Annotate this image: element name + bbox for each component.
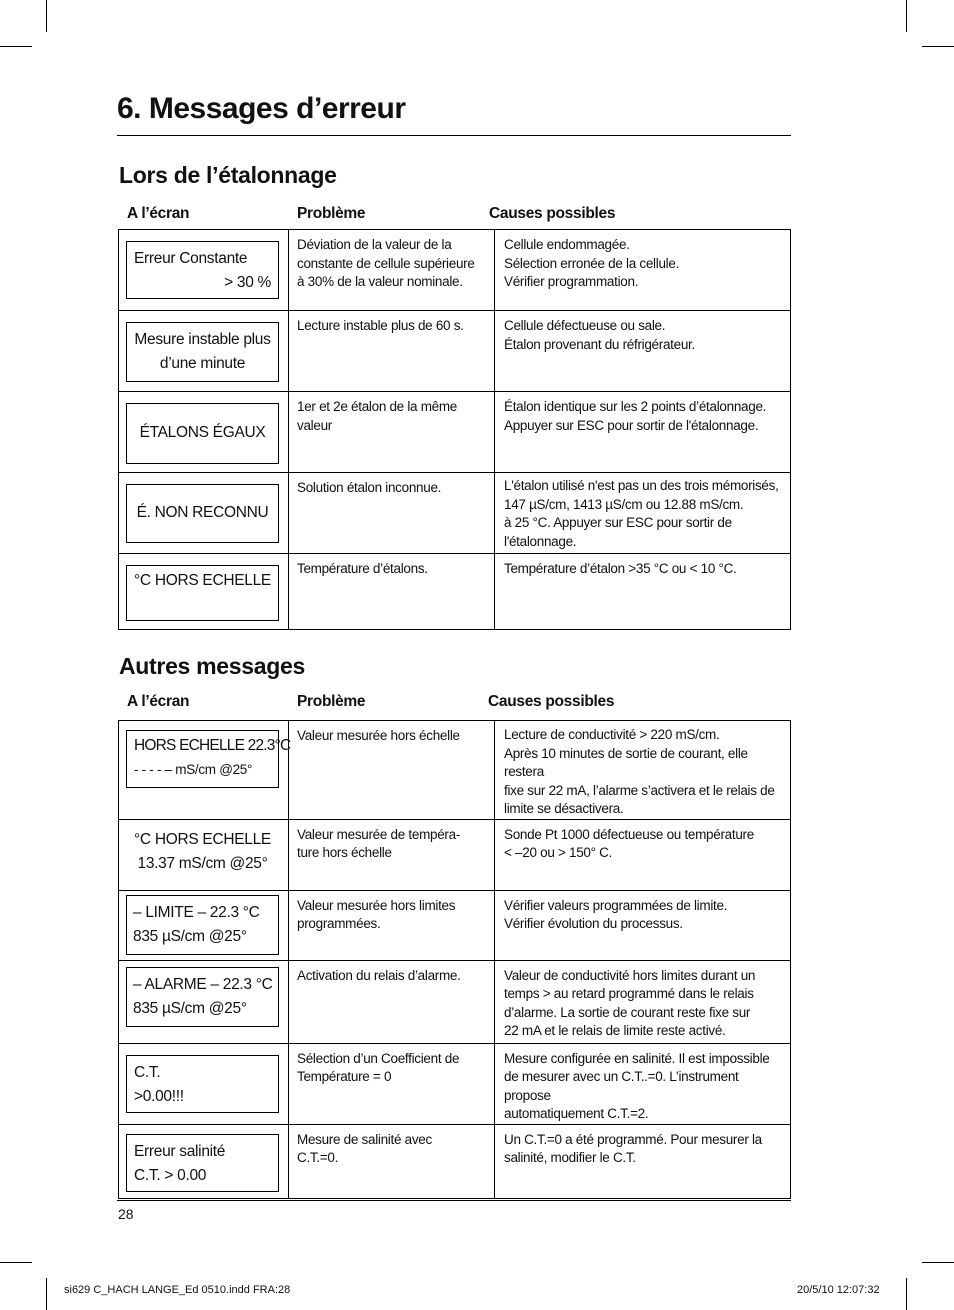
problem-line: Sélection d’un Coefficient de bbox=[297, 1050, 460, 1066]
page-number: 28 bbox=[118, 1206, 134, 1222]
cause-line: fixe sur 22 mA, l’alarme s’activera et le relais de bbox=[504, 782, 775, 798]
footer-divider bbox=[117, 1200, 791, 1201]
causes-cell bbox=[495, 230, 791, 311]
cause-line: Appuyer sur ESC pour sortir de l'étalonnage. bbox=[504, 417, 759, 433]
causes-cell bbox=[495, 311, 791, 392]
cause-line: Vérifier programmation. bbox=[504, 274, 639, 289]
lcd-display bbox=[126, 1055, 279, 1113]
cause-line: Étalon identique sur les 2 points d’étalonnage. bbox=[504, 399, 767, 414]
cause-line: L'étalon utilisé n'est pas un des trois mémorisés, bbox=[504, 478, 779, 493]
lcd-display bbox=[126, 565, 279, 621]
screen-cell bbox=[119, 819, 289, 890]
lcd-line: ÉTALONS ÉGAUX bbox=[139, 424, 266, 441]
problem-line: Mesure de salinité avec bbox=[297, 1131, 432, 1147]
problem-line: ture hors échelle bbox=[297, 845, 392, 860]
lcd-display bbox=[126, 1134, 279, 1192]
problem-cell bbox=[289, 1043, 495, 1124]
cause-line: Après 10 minutes de sortie de courant, elle restera bbox=[504, 745, 748, 779]
lcd-line: 13.37 mS/cm @25° bbox=[137, 854, 268, 872]
problem-line: Température d’étalons. bbox=[297, 561, 428, 576]
screen-cell bbox=[119, 473, 289, 554]
lcd-display bbox=[126, 484, 279, 543]
table-row bbox=[119, 819, 791, 890]
causes-cell bbox=[495, 392, 791, 473]
calibration-error-table bbox=[118, 229, 791, 630]
problem-cell bbox=[289, 819, 495, 890]
crop-mark bbox=[0, 46, 32, 47]
lcd-display bbox=[126, 403, 279, 464]
crop-mark bbox=[906, 0, 907, 32]
cause-line: Valeur de conductivité hors limites durant un bbox=[504, 967, 756, 983]
cause-line: l'étalonnage. bbox=[504, 533, 577, 549]
problem-cell bbox=[289, 392, 495, 473]
problem-line: Déviation de la valeur de la bbox=[297, 237, 452, 252]
header-problem: Problème bbox=[297, 205, 366, 222]
table-row bbox=[119, 960, 791, 1043]
lcd-line: – ALARME – 22.3 °C bbox=[133, 975, 273, 993]
cause-line: salinité, modifier le C.T. bbox=[504, 1150, 636, 1165]
cause-line: Mesure configurée en salinité. Il est impossible bbox=[504, 1050, 770, 1066]
lcd-line: >0.00!!! bbox=[134, 1087, 184, 1105]
lcd-line: Erreur Constante bbox=[134, 250, 248, 267]
lcd-line: > 30 % bbox=[224, 274, 271, 291]
lcd-display bbox=[126, 967, 279, 1027]
problem-line: Valeur mesurée de tempéra- bbox=[297, 826, 461, 842]
lcd-line: °C HORS ECHELLE bbox=[134, 830, 271, 848]
problem-line: Valeur mesurée hors limites bbox=[297, 897, 456, 913]
problem-line: à 30% de la valeur nominale. bbox=[297, 274, 463, 289]
problem-cell bbox=[289, 960, 495, 1043]
cause-line: 22 mA et le relais de limite reste activé. bbox=[504, 1023, 726, 1038]
screen-cell bbox=[119, 960, 289, 1043]
screen-cell bbox=[119, 890, 289, 960]
causes-cell bbox=[495, 473, 791, 554]
header-screen: A l’écran bbox=[127, 693, 190, 710]
screen-cell bbox=[119, 1043, 289, 1124]
problem-line: Température = 0 bbox=[297, 1069, 392, 1084]
causes-cell bbox=[495, 1124, 791, 1198]
other-messages-table bbox=[118, 720, 791, 1199]
problem-line: valeur bbox=[297, 417, 332, 433]
lcd-line: 835 µS/cm @25° bbox=[133, 927, 247, 945]
cause-line: Lecture de conductivité > 220 mS/cm. bbox=[504, 727, 720, 742]
causes-cell bbox=[495, 819, 791, 890]
problem-cell bbox=[289, 473, 495, 554]
lcd-line: – LIMITE – 22.3 °C bbox=[133, 903, 260, 921]
problem-cell bbox=[289, 230, 495, 311]
lcd-display bbox=[126, 823, 279, 883]
problem-cell bbox=[289, 1124, 495, 1198]
lcd-line: °C HORS ECHELLE bbox=[134, 572, 271, 589]
cause-line: automatiquement C.T.=2. bbox=[504, 1106, 649, 1121]
screen-cell bbox=[119, 554, 289, 630]
crop-mark bbox=[922, 46, 954, 47]
causes-cell bbox=[495, 890, 791, 960]
cause-line: 147 µS/cm, 1413 µS/cm ou 12.88 mS/cm. bbox=[504, 496, 744, 512]
cause-line: Vérifier évolution du processus. bbox=[504, 916, 683, 931]
table-row bbox=[119, 230, 791, 311]
problem-cell bbox=[289, 311, 495, 392]
cause-line: Vérifier valeurs programmées de limite. bbox=[504, 897, 728, 913]
cause-line: Sélection erronée de la cellule. bbox=[504, 255, 680, 271]
table-row bbox=[119, 890, 791, 960]
table-row bbox=[119, 554, 791, 630]
table-row bbox=[119, 1043, 791, 1124]
causes-cell bbox=[495, 721, 791, 820]
lcd-line: d’une minute bbox=[159, 355, 246, 372]
header-screen: A l’écran bbox=[127, 205, 190, 222]
crop-mark bbox=[906, 1278, 907, 1310]
cause-line: Température d’étalon >35 °C ou < 10 °C. bbox=[504, 561, 737, 576]
problem-cell bbox=[289, 890, 495, 960]
cause-line: Un C.T.=0 a été programmé. Pour mesurer la bbox=[504, 1131, 762, 1147]
problem-line: constante de cellule supérieure bbox=[297, 255, 475, 271]
lcd-display bbox=[126, 895, 279, 955]
problem-line: C.T.=0. bbox=[297, 1150, 339, 1165]
lcd-line: 835 µS/cm @25° bbox=[133, 999, 247, 1017]
crop-mark bbox=[922, 1262, 954, 1263]
problem-line: programmées. bbox=[297, 916, 381, 931]
section-title-calibration: Lors de l’étalonnage bbox=[119, 162, 337, 188]
problem-line: Activation du relais d’alarme. bbox=[297, 967, 461, 983]
page-title: 6. Messages d’erreur bbox=[117, 92, 406, 125]
cause-line: < –20 ou > 150° C. bbox=[504, 845, 613, 860]
lcd-display bbox=[126, 730, 291, 788]
lcd-line: HORS ECHELLE 22.3°C bbox=[134, 737, 291, 754]
cause-line: limite se désactivera. bbox=[504, 801, 624, 816]
table-row bbox=[119, 1124, 791, 1198]
print-slug-file: si629 C_HACH LANGE_Ed 0510.indd FRA:28 bbox=[64, 1284, 291, 1296]
cause-line: temps > au retard programmé dans le relais bbox=[504, 986, 754, 1001]
screen-cell bbox=[119, 721, 289, 820]
problem-cell bbox=[289, 554, 495, 630]
problem-line: 1er et 2e étalon de la même bbox=[297, 399, 458, 414]
causes-cell bbox=[495, 960, 791, 1043]
problem-line: Lecture instable plus de 60 s. bbox=[297, 318, 464, 333]
header-causes: Causes possibles bbox=[489, 205, 616, 222]
table-row bbox=[119, 311, 791, 392]
screen-cell bbox=[119, 1124, 289, 1198]
header-causes: Causes possibles bbox=[488, 693, 615, 710]
cause-line: Cellule endommagée. bbox=[504, 237, 630, 252]
screen-cell bbox=[119, 230, 289, 311]
lcd-line: É. NON RECONNU bbox=[136, 504, 269, 521]
table-row bbox=[119, 392, 791, 473]
lcd-line: Erreur salinité bbox=[134, 1142, 226, 1160]
problem-cell bbox=[289, 721, 495, 820]
header-problem: Problème bbox=[297, 693, 366, 710]
problem-line: Solution étalon inconnue. bbox=[297, 480, 442, 495]
lcd-display bbox=[126, 322, 279, 382]
cause-line: d’alarme. La sortie de courant reste fixe sur bbox=[504, 1004, 751, 1020]
screen-cell bbox=[119, 392, 289, 473]
lcd-display bbox=[126, 241, 279, 299]
crop-mark bbox=[46, 0, 47, 32]
crop-mark bbox=[46, 1278, 47, 1310]
crop-mark bbox=[0, 1262, 32, 1263]
problem-line: Valeur mesurée hors échelle bbox=[297, 728, 460, 743]
lcd-line: C.T. > 0.00 bbox=[134, 1166, 207, 1184]
lcd-line: C.T. bbox=[134, 1063, 161, 1081]
title-divider bbox=[117, 135, 791, 136]
lcd-line: - - - - – mS/cm @25° bbox=[134, 762, 253, 777]
print-slug-date: 20/5/10 12:07:32 bbox=[797, 1284, 880, 1296]
cause-line: Cellule défectueuse ou sale. bbox=[504, 318, 666, 333]
cause-line: Sonde Pt 1000 défectueuse ou température bbox=[504, 826, 754, 842]
cause-line: à 25 °C. Appuyer sur ESC pour sortir de bbox=[504, 515, 732, 530]
lcd-line: Mesure instable plus bbox=[134, 331, 271, 348]
table-row bbox=[119, 721, 791, 820]
causes-cell bbox=[495, 1043, 791, 1124]
cause-line: Étalon provenant du réfrigérateur. bbox=[504, 336, 695, 352]
table-row bbox=[119, 473, 791, 554]
causes-cell bbox=[495, 554, 791, 630]
cause-line: de mesurer avec un C.T..=0. L’instrument propose bbox=[504, 1069, 739, 1103]
section-title-other: Autres messages bbox=[119, 653, 305, 679]
screen-cell bbox=[119, 311, 289, 392]
